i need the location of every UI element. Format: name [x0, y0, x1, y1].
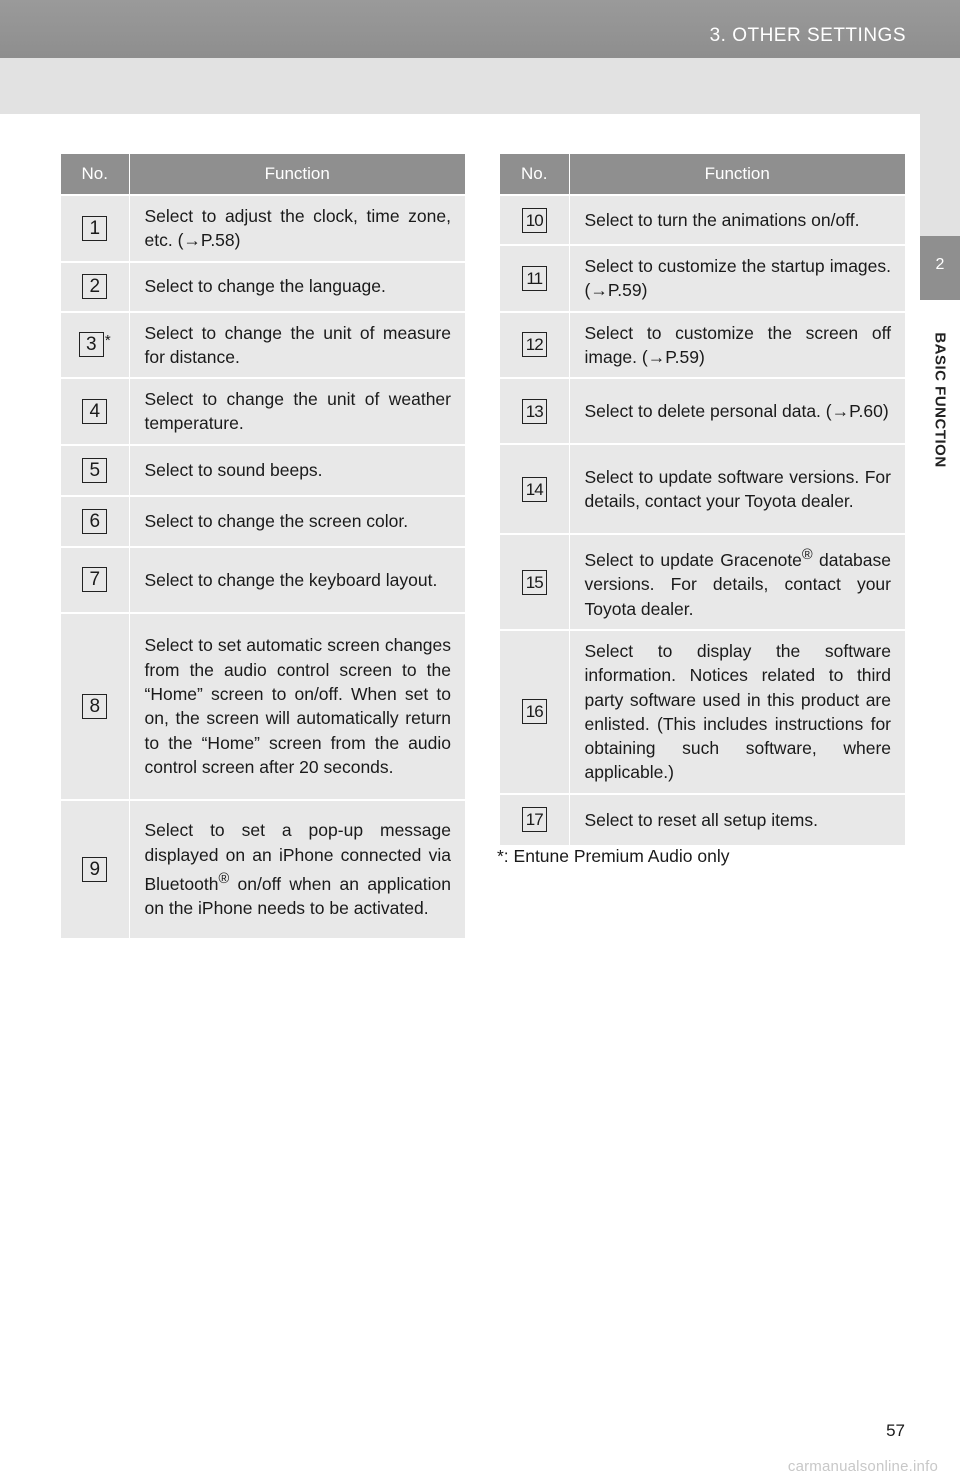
item-number: 13 — [522, 399, 547, 424]
row-description: Select to update software versions. For details, contact your Toyota dealer. — [569, 444, 905, 534]
row-number-cell — [500, 378, 569, 444]
item-number: 10 — [522, 208, 547, 233]
header-no: No. — [500, 154, 569, 195]
section-title: 3. OTHER SETTINGS — [709, 25, 906, 46]
table-row — [61, 613, 465, 800]
item-number: 11 — [522, 266, 547, 291]
row-description: Select to change the language. — [129, 262, 465, 312]
row-description: Select to set automatic screen changes from the audio control screen to the “Home” screen to on/off. When set to on, the screen will automatically return to the “Home” screen from the audio control screen after 20 seconds. — [129, 613, 465, 800]
table-row — [500, 195, 905, 245]
row-description: Select to change the unit of measure for distance. — [129, 312, 465, 379]
row-description: Select to change the keyboard layout. — [129, 547, 465, 613]
header-function: Function — [129, 154, 465, 195]
row-description — [569, 534, 905, 630]
row-description: Select to change the screen color. — [129, 496, 465, 547]
item-number: 7 — [82, 567, 107, 592]
description-text: database versions. For details, contact your Toyota dealer. — [584, 550, 891, 619]
header-sub-band — [0, 58, 960, 114]
item-number: 14 — [522, 477, 547, 502]
row-number-cell — [500, 312, 569, 379]
table-row — [61, 800, 465, 938]
chapter-number: 2 — [935, 256, 945, 273]
description-text: Select to set a pop-up message displayed on an iPhone connected via Bluetooth — [144, 820, 451, 894]
registered-mark: ® — [801, 547, 813, 564]
header-function: Function — [569, 154, 905, 195]
row-description: Select to display the software information. Notices related to third party software used in this product are enlisted. (This includes instructions for obtaining such software, where applicable.) — [569, 630, 905, 794]
registered-mark: ® — [218, 870, 230, 887]
row-description: Select to delete personal data. (→P.60) — [569, 378, 905, 444]
table-header-row — [500, 154, 905, 195]
row-description: Select to turn the animations on/off. — [569, 195, 905, 245]
header-no: No. — [61, 154, 129, 195]
row-number-cell — [500, 630, 569, 794]
row-description — [129, 800, 465, 938]
row-number-cell — [61, 800, 129, 938]
table-row — [500, 794, 905, 845]
description-text: Select to update Gracenote — [584, 550, 802, 571]
row-description: Select to customize the screen off image. (→P.59) — [569, 312, 905, 379]
page-number: 57 — [886, 1421, 905, 1440]
row-description: Select to sound beeps. — [129, 445, 465, 496]
function-table-left — [61, 154, 465, 938]
function-table-right — [500, 154, 905, 845]
table-row — [61, 262, 465, 312]
item-number: 8 — [82, 694, 107, 719]
item-number: 3 — [79, 332, 104, 357]
description-text: on/off when an application on the iPhone needs to be activated. — [144, 873, 451, 918]
row-description: Select to reset all setup items. — [569, 794, 905, 845]
row-number-cell — [61, 378, 129, 445]
side-tab-band — [920, 114, 960, 236]
table-row — [61, 378, 465, 445]
row-number-cell — [61, 613, 129, 800]
item-number: 4 — [82, 399, 107, 424]
item-number: 16 — [522, 699, 547, 724]
item-number: 2 — [82, 274, 107, 299]
chapter-label: BASIC FUNCTION — [931, 332, 949, 468]
table-row — [500, 444, 905, 534]
row-number-cell — [500, 794, 569, 845]
table-row — [61, 496, 465, 547]
row-number-cell — [500, 534, 569, 630]
table-row — [61, 445, 465, 496]
item-number: 9 — [82, 857, 107, 882]
row-description: Select to customize the startup images. (→P.59) — [569, 245, 905, 312]
table-row — [61, 312, 465, 379]
row-number-cell — [500, 444, 569, 534]
row-number-cell — [61, 496, 129, 547]
table-row — [500, 378, 905, 444]
row-description: Select to adjust the clock, time zone, etc. (→P.58) — [129, 195, 465, 262]
table-row — [500, 245, 905, 312]
row-number-cell — [500, 245, 569, 312]
table-row — [61, 195, 465, 262]
table-row — [500, 312, 905, 379]
row-number-cell — [61, 445, 129, 496]
row-number-cell — [61, 547, 129, 613]
item-number: 17 — [522, 807, 547, 832]
item-number: 5 — [82, 458, 107, 483]
row-number-cell — [61, 312, 129, 379]
item-number: 1 — [82, 216, 107, 241]
item-number: 12 — [522, 332, 547, 357]
item-number: 15 — [522, 570, 547, 595]
row-number-cell — [61, 195, 129, 262]
table-row — [500, 534, 905, 630]
item-number: 6 — [82, 509, 107, 534]
row-number-cell — [500, 195, 569, 245]
footnote: *: Entune Premium Audio only — [497, 846, 730, 866]
table-row — [500, 630, 905, 794]
row-number-cell — [61, 262, 129, 312]
premium-only-marker: * — [104, 332, 111, 350]
row-description: Select to change the unit of weather temperature. — [129, 378, 465, 445]
table-row — [61, 547, 465, 613]
watermark: carmanualsonline.info — [787, 1458, 938, 1475]
table-header-row — [61, 154, 465, 195]
